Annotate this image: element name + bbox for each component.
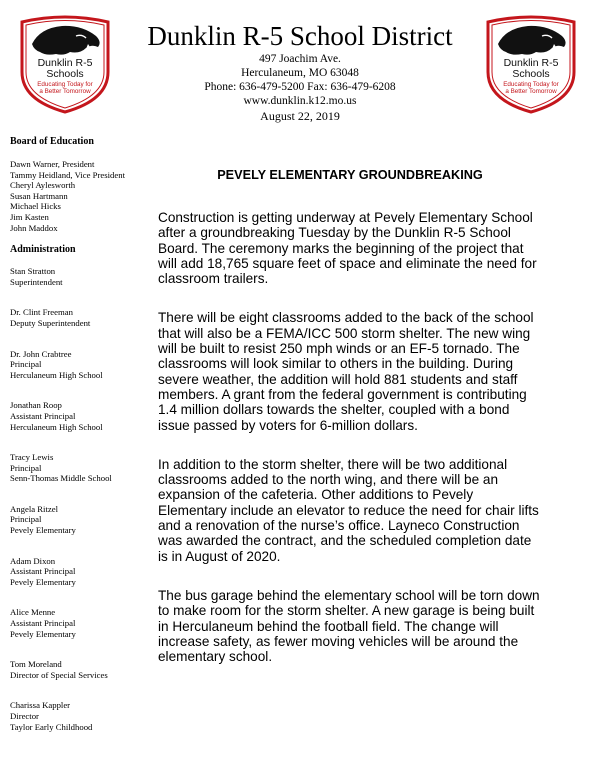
district-logo-right: [482, 14, 580, 114]
article-paragraph: Construction is getting underway at Pevely Elementary School after a groundbreaking Tuesday by the Dunklin R-5 School Board. The ceremony marks the beginning of the project that will add 18,765 square feet of space and eliminate the need for classroom trailers.: [158, 210, 537, 287]
admin-org: Herculaneum High School: [10, 421, 103, 432]
board-member: Jim Kasten: [10, 211, 49, 222]
board-heading: Board of Education: [10, 136, 94, 147]
logo-tagline: [482, 81, 580, 95]
admin-title: Principal: [10, 462, 42, 473]
admin-person: [10, 349, 138, 381]
board-member: Michael Hicks: [10, 201, 61, 212]
logo-line2: Schools: [512, 68, 550, 80]
admin-name: Dr. John Crabtree: [10, 348, 72, 359]
website-line: www.dunklin.k12.mo.us: [243, 95, 357, 107]
logo-tagline1: Educating Today for: [37, 81, 93, 88]
logo-line1: Dunklin R-5: [503, 57, 559, 69]
article-heading: PEVELY ELEMENTARY GROUNDBREAKING: [217, 168, 483, 182]
admin-name: Adam Dixon: [10, 555, 56, 566]
article-paragraph: There will be eight classrooms added to the back of the school that will also be a FEMA/ICC 500 storm shelter. The new wing will be built to resist 250 mph winds or an EF-5 tornado. The classrooms will look similar to others in the building. During severe weather, the addition will hold 881 students and staff members. A grant from the federal government is contributing 1.4 million dollars towards the shelter, coupled with a bond issue passed by voters for 6-million dollars.: [158, 310, 534, 433]
admin-name: Stan Stratton: [10, 266, 56, 277]
board-member: Tammy Heidland, Vice President: [10, 169, 125, 180]
admin-name: Dr. Clint Freeman: [10, 307, 73, 318]
logo-name: [16, 58, 114, 80]
admin-title: Deputy Superintendent: [10, 317, 91, 328]
admin-org: Pevely Elementary: [10, 525, 76, 536]
admin-name: Charissa Kappler: [10, 700, 71, 711]
admin-org: Pevely Elementary: [10, 628, 76, 639]
sidebar: [10, 136, 138, 752]
admin-person: [10, 556, 138, 588]
admin-title: Assistant Principal: [10, 566, 76, 577]
admin-name: Tracy Lewis: [10, 452, 54, 463]
admin-title: Director: [10, 711, 39, 721]
admin-person: [10, 266, 138, 287]
administration-heading: Administration: [10, 244, 76, 256]
district-title: Dunklin R-5 School District: [147, 21, 453, 51]
admin-person: [10, 504, 138, 536]
admin-title: Superintendent: [10, 276, 63, 287]
admin-name: Tom Moreland: [10, 659, 62, 670]
board-list: [10, 159, 138, 233]
press-release-body: [158, 168, 542, 688]
board-member: Dawn Warner, President: [10, 159, 95, 169]
admin-name: Angela Ritzel: [10, 503, 59, 514]
logo-tagline2: a Better Tomorrow: [505, 88, 557, 95]
admin-org: Pevely Elementary: [10, 576, 76, 587]
admin-title: Director of Special Services: [10, 669, 108, 680]
board-member: John Maddox: [10, 222, 58, 233]
admin-person: [10, 659, 138, 680]
admin-org: Herculaneum High School: [10, 369, 103, 380]
admin-title: Principal: [10, 514, 42, 525]
logo-line1: Dunklin R-5: [37, 57, 93, 69]
address-line: 497 Joachim Ave.: [259, 53, 341, 65]
admin-title: Assistant Principal: [10, 618, 76, 629]
logo-name: [482, 58, 580, 80]
article-paragraph: In addition to the storm shelter, there will be two additional classrooms added to the north wing, and there will be an expansion of the cafeteria. Other additions to Pevely Elementary include an elevator to reduce the need for chair lifts and a renovation of the nurse’s office. Layneco Construction was awarded the contract, and the scheduled completion date is in August of 2020.: [158, 456, 539, 564]
board-member: Cheryl Aylesworth: [10, 180, 76, 191]
admin-name: Alice Menne: [10, 607, 56, 618]
letter-date: August 22, 2019: [260, 109, 340, 123]
admin-list: [10, 266, 138, 732]
admin-person: [10, 400, 138, 432]
board-member: Susan Hartmann: [10, 190, 68, 201]
letterhead: [130, 20, 470, 124]
logo-line2: Schools: [46, 68, 84, 80]
admin-org: Senn-Thomas Middle School: [10, 473, 112, 484]
admin-person: [10, 607, 138, 639]
admin-title: Assistant Principal: [10, 410, 76, 421]
article-paragraph: The bus garage behind the elementary school will be torn down to make room for the storm shelter. A new garage is being built in Herculaneum behind the football field. The change will increase safety, as fewer moving vehicles will be around the elementary school.: [158, 587, 540, 665]
admin-person: [10, 452, 138, 484]
phone-line: Phone: 636-479-5200 Fax: 636-479-6208: [204, 81, 396, 93]
logo-tagline2: a Better Tomorrow: [39, 88, 91, 95]
admin-name: Jonathan Roop: [10, 400, 62, 411]
admin-org: Taylor Early Childhood: [10, 721, 93, 732]
admin-person: [10, 700, 138, 732]
admin-person: [10, 307, 138, 328]
admin-title: Principal: [10, 359, 42, 370]
city-line: Herculaneum, MO 63048: [241, 67, 359, 79]
logo-tagline1: Educating Today for: [503, 81, 559, 88]
logo-tagline: [16, 81, 114, 95]
district-logo-left: [16, 14, 114, 114]
